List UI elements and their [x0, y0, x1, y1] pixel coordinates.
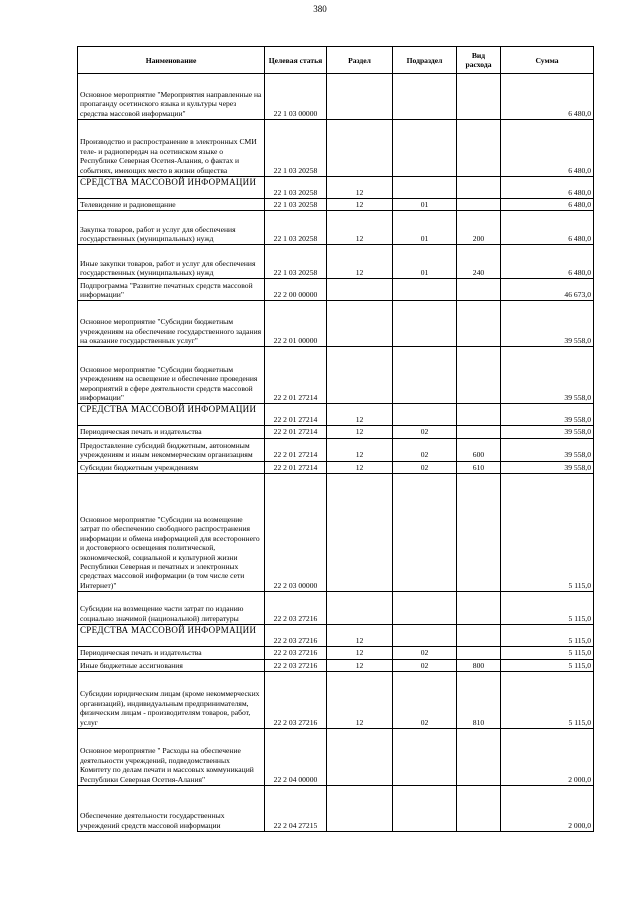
table-row	[78, 659, 594, 671]
row-section	[327, 474, 393, 592]
row-section: 12	[327, 404, 393, 426]
row-amount: 2 000,0	[501, 786, 594, 832]
row-subsection	[393, 474, 457, 592]
row-target-code: 22 2 03 27216	[265, 647, 327, 659]
row-name: Основное мероприятие "Субсидии бюджетным учреждениям на обеспечение государственного задания на оказание государственных услуг"	[78, 301, 265, 347]
row-name: Периодическая печать и издательства	[78, 426, 265, 438]
row-expense-type	[457, 177, 501, 199]
table-row	[78, 74, 594, 120]
row-subsection	[393, 347, 457, 404]
row-subsection	[393, 279, 457, 301]
row-subsection	[393, 120, 457, 177]
row-amount: 39 558,0	[501, 404, 594, 426]
table-row	[78, 474, 594, 592]
row-amount: 39 558,0	[501, 301, 594, 347]
column-header-subsection: Подраздел	[393, 47, 457, 74]
row-subsection: 02	[393, 672, 457, 729]
row-section: 12	[327, 426, 393, 438]
table-header-row	[78, 47, 594, 74]
row-expense-type	[457, 347, 501, 404]
row-target-code: 22 1 03 20258	[265, 177, 327, 199]
column-header-sum: Сумма	[501, 47, 594, 74]
row-target-code: 22 2 01 00000	[265, 301, 327, 347]
row-expense-type: 810	[457, 672, 501, 729]
row-name: Обеспечение деятельности государственных учреждений средств массовой информации	[78, 786, 265, 832]
row-expense-type: 610	[457, 461, 501, 473]
row-section	[327, 786, 393, 832]
row-target-code: 22 1 03 20258	[265, 199, 327, 211]
row-expense-type	[457, 74, 501, 120]
row-expense-type: 200	[457, 211, 501, 245]
row-amount: 6 480,0	[501, 245, 594, 279]
table-row	[78, 177, 594, 199]
row-name: Телевидение и радиовещание	[78, 199, 265, 211]
row-expense-type: 800	[457, 659, 501, 671]
row-section: 12	[327, 438, 393, 461]
row-expense-type	[457, 592, 501, 625]
table-row	[78, 199, 594, 211]
row-amount: 5 115,0	[501, 647, 594, 659]
row-target-code: 22 1 03 00000	[265, 74, 327, 120]
row-amount: 5 115,0	[501, 592, 594, 625]
row-subsection: 02	[393, 647, 457, 659]
table-row	[78, 729, 594, 786]
table-row	[78, 672, 594, 729]
row-subsection	[393, 177, 457, 199]
row-target-code: 22 1 03 20258	[265, 211, 327, 245]
row-expense-type	[457, 199, 501, 211]
page-number: 380	[313, 4, 327, 14]
row-section: 12	[327, 199, 393, 211]
row-section	[327, 279, 393, 301]
row-amount: 6 480,0	[501, 199, 594, 211]
row-section: 12	[327, 211, 393, 245]
table-row	[78, 647, 594, 659]
row-subsection	[393, 404, 457, 426]
row-subsection	[393, 74, 457, 120]
row-name: СРЕДСТВА МАССОВОЙ ИНФОРМАЦИИ	[78, 404, 265, 426]
row-target-code: 22 1 03 20258	[265, 120, 327, 177]
row-amount: 39 558,0	[501, 438, 594, 461]
row-amount: 5 115,0	[501, 672, 594, 729]
row-subsection: 01	[393, 245, 457, 279]
row-target-code: 22 1 03 20258	[265, 245, 327, 279]
row-target-code: 22 2 00 00000	[265, 279, 327, 301]
row-subsection	[393, 786, 457, 832]
row-name: Основное мероприятие "Субсидии на возмещение затрат по обеспечению свободного распространения информации и обмена информацией для всестороннего и достоверного освещения политической, экономической, социальной и культурной жизни Республики Северная и печатных и электронных средствах массовой информации (в том числе сети Интернет)"	[78, 474, 265, 592]
row-amount: 39 558,0	[501, 347, 594, 404]
row-expense-type	[457, 647, 501, 659]
column-header-code: Целевая статья	[265, 47, 327, 74]
row-subsection: 01	[393, 199, 457, 211]
row-target-code: 22 2 01 27214	[265, 461, 327, 473]
row-name: Субсидии юридическим лицам (кроме некоммерческих организаций), индивидуальным предпринимателям, физическим лицам - производителям товаров, работ, услуг	[78, 672, 265, 729]
table-row	[78, 438, 594, 461]
row-expense-type	[457, 786, 501, 832]
column-header-name: Наименование	[78, 47, 265, 74]
row-subsection: 02	[393, 426, 457, 438]
row-subsection	[393, 729, 457, 786]
row-expense-type	[457, 474, 501, 592]
row-name: Основное мероприятие "Субсидии бюджетным учреждениям на освещение и обеспечение проведения мероприятий в сфере деятельности средств массовой информации"	[78, 347, 265, 404]
table-row	[78, 625, 594, 647]
row-subsection	[393, 592, 457, 625]
row-section	[327, 729, 393, 786]
row-name: Подпрограмма "Развитие печатных средств массовой информации"	[78, 279, 265, 301]
table-row	[78, 592, 594, 625]
row-target-code: 22 2 01 27214	[265, 438, 327, 461]
row-amount: 39 558,0	[501, 461, 594, 473]
column-header-section: Раздел	[327, 47, 393, 74]
row-name: Иные закупки товаров, работ и услуг для обеспечения государственных (муниципальных) нужд	[78, 245, 265, 279]
row-target-code: 22 2 03 27216	[265, 625, 327, 647]
row-section	[327, 347, 393, 404]
row-expense-type	[457, 279, 501, 301]
row-name: Субсидии на возмещение части затрат по изданию социально значимой (национальной) литературы	[78, 592, 265, 625]
row-target-code: 22 2 03 00000	[265, 474, 327, 592]
budget-table	[77, 46, 594, 832]
table-row	[78, 461, 594, 473]
row-subsection: 02	[393, 438, 457, 461]
table-row	[78, 120, 594, 177]
row-section: 12	[327, 245, 393, 279]
row-amount: 6 480,0	[501, 74, 594, 120]
row-amount: 46 673,0	[501, 279, 594, 301]
row-name: Предоставление субсидий бюджетным, автономным учреждениям и иным некоммерческим организациям	[78, 438, 265, 461]
row-amount: 39 558,0	[501, 426, 594, 438]
row-target-code: 22 2 03 27216	[265, 672, 327, 729]
row-name: Субсидии бюджетным учреждениям	[78, 461, 265, 473]
table-row	[78, 786, 594, 832]
row-expense-type	[457, 729, 501, 786]
row-name: Закупка товаров, работ и услуг для обеспечения государственных (муниципальных) нужд	[78, 211, 265, 245]
row-amount: 5 115,0	[501, 625, 594, 647]
row-expense-type	[457, 404, 501, 426]
row-name: Периодическая печать и издательства	[78, 647, 265, 659]
row-amount: 5 115,0	[501, 659, 594, 671]
row-target-code: 22 2 03 27216	[265, 592, 327, 625]
table-row	[78, 301, 594, 347]
row-section	[327, 301, 393, 347]
row-name: СРЕДСТВА МАССОВОЙ ИНФОРМАЦИИ	[78, 177, 265, 199]
row-expense-type	[457, 301, 501, 347]
row-target-code: 22 2 04 00000	[265, 729, 327, 786]
row-target-code: 22 2 01 27214	[265, 426, 327, 438]
row-target-code: 22 2 04 27215	[265, 786, 327, 832]
row-target-code: 22 2 01 27214	[265, 404, 327, 426]
row-section	[327, 592, 393, 625]
row-section: 12	[327, 177, 393, 199]
row-name: СРЕДСТВА МАССОВОЙ ИНФОРМАЦИИ	[78, 625, 265, 647]
row-amount: 6 480,0	[501, 120, 594, 177]
column-header-vid: Вид расхода	[457, 47, 501, 74]
row-name: Иные бюджетные ассигнования	[78, 659, 265, 671]
row-target-code: 22 2 03 27216	[265, 659, 327, 671]
table-row	[78, 347, 594, 404]
row-section: 12	[327, 625, 393, 647]
row-subsection	[393, 301, 457, 347]
table-row	[78, 279, 594, 301]
row-expense-type	[457, 625, 501, 647]
row-subsection	[393, 625, 457, 647]
table-row	[78, 211, 594, 245]
row-amount: 6 480,0	[501, 177, 594, 199]
row-section: 12	[327, 461, 393, 473]
row-expense-type	[457, 120, 501, 177]
row-target-code: 22 2 01 27214	[265, 347, 327, 404]
table-row	[78, 404, 594, 426]
row-section: 12	[327, 659, 393, 671]
row-subsection: 02	[393, 461, 457, 473]
row-expense-type: 600	[457, 438, 501, 461]
row-section: 12	[327, 647, 393, 659]
row-amount: 5 115,0	[501, 474, 594, 592]
row-expense-type: 240	[457, 245, 501, 279]
table-row	[78, 245, 594, 279]
row-section	[327, 74, 393, 120]
row-name: Основное мероприятие "Мероприятия направленные на пропаганду осетинского языка и культуры через средства массовой информации"	[78, 74, 265, 120]
row-name: Основное мероприятие " Расходы на обеспечение деятельности учреждений, подведомственных Комитету по делам печати и массовых коммуникаций Республики Северная Осетия-Алания"	[78, 729, 265, 786]
row-subsection: 02	[393, 659, 457, 671]
row-amount: 6 480,0	[501, 211, 594, 245]
row-section	[327, 120, 393, 177]
row-section: 12	[327, 672, 393, 729]
row-amount: 2 000,0	[501, 729, 594, 786]
table-row	[78, 426, 594, 438]
row-name: Производство и распространение в электронных СМИ теле- и радиопередач на осетинском языке о Республике Северная Осетия-Алания, о фактах и событиях, имеющих место в жизни общества	[78, 120, 265, 177]
row-subsection: 01	[393, 211, 457, 245]
row-expense-type	[457, 426, 501, 438]
